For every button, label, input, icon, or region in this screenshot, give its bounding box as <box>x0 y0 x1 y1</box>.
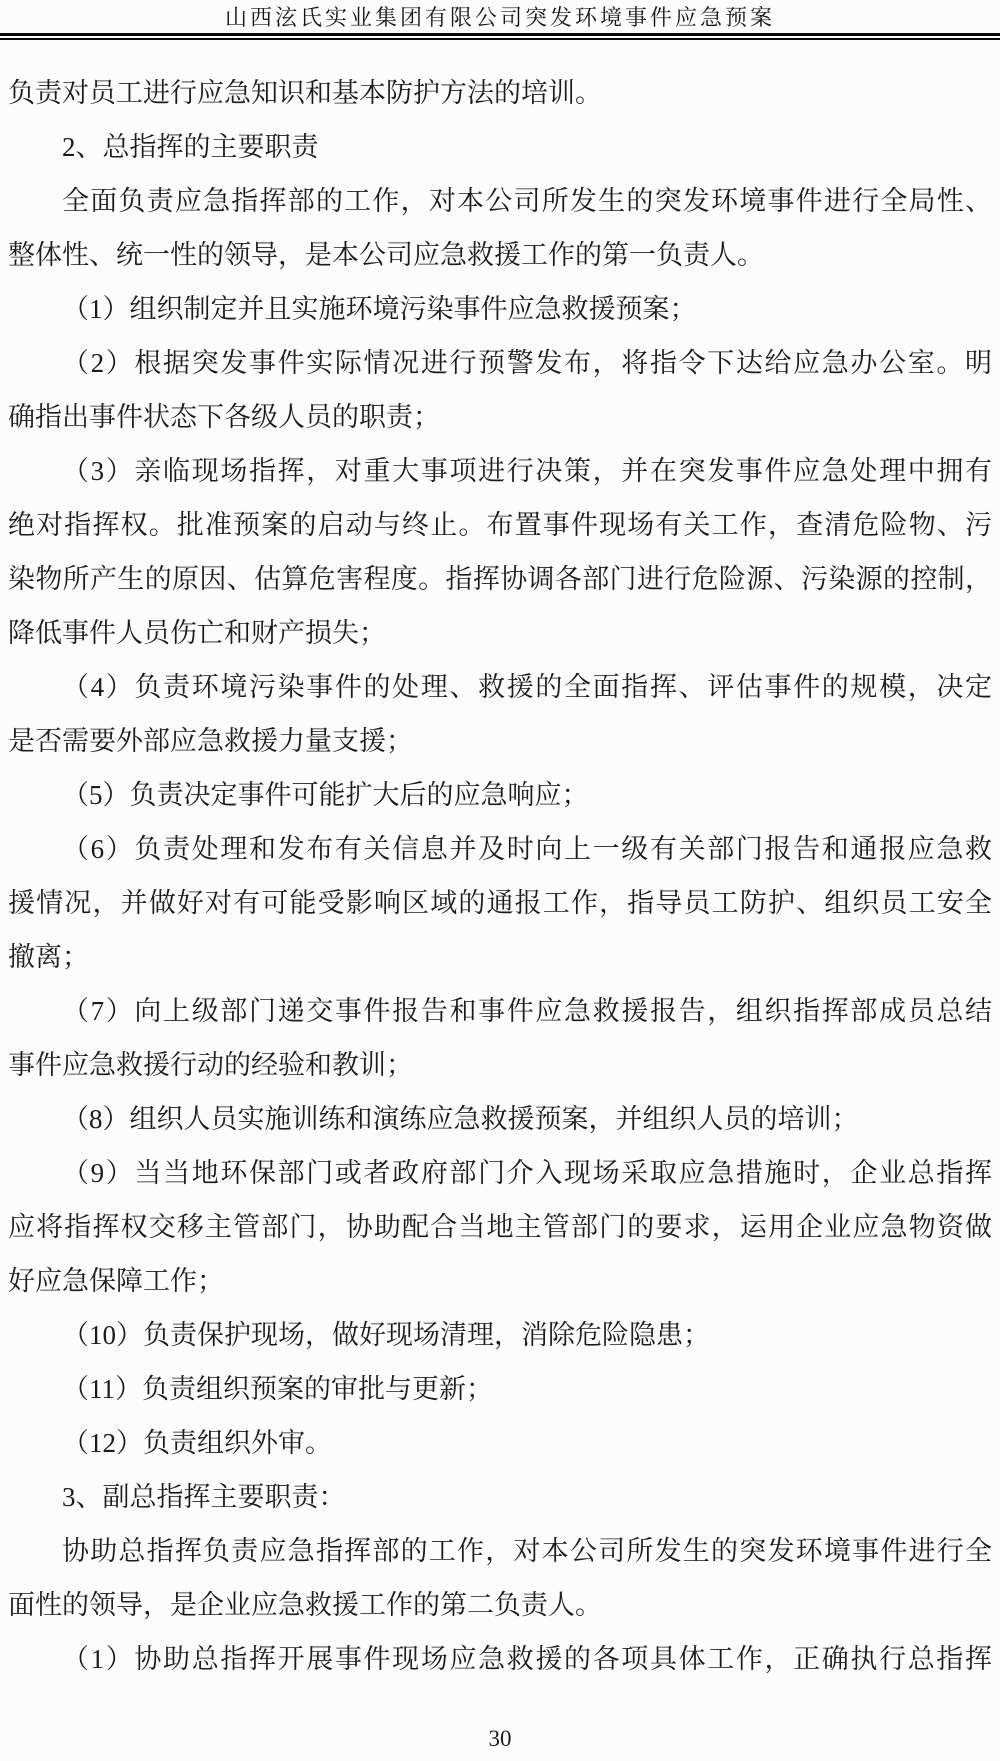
paragraph-line: （5）负责决定事件可能扩大后的应急响应； <box>62 780 589 810</box>
paragraph-line: 撤离； <box>8 942 89 972</box>
paragraph-line: （11）负责组织预案的审批与更新； <box>62 1374 493 1404</box>
paragraph-line: 整体性、统一性的领导，是本公司应急救援工作的第一负责人。 <box>8 240 764 270</box>
header-title: 山西泫氏实业集团有限公司突发环境事件应急预案 <box>224 5 775 30</box>
paragraph-line: （1）协助总指挥开展事件现场应急救援的各项具体工作，正确执行总指挥 <box>62 1644 992 1674</box>
paragraph-line: （2）根据突发事件实际情况进行预警发布，将指令下达给应急办公室。明 <box>62 348 992 378</box>
page-number: 30 <box>488 1726 512 1751</box>
paragraph-line: （10）负责保护现场，做好现场清理，消除危险隐患； <box>62 1320 710 1350</box>
paragraph-line: 协助总指挥负责应急指挥部的工作，对本公司所发生的突发环境事件进行全 <box>62 1536 992 1566</box>
paragraph-line: （4）负责环境污染事件的处理、救援的全面指挥、评估事件的规模，决定 <box>62 672 992 702</box>
paragraph-line: 负责对员工进行应急知识和基本防护方法的培训。 <box>8 78 602 108</box>
page-footer <box>0 1726 1000 1752</box>
page-header <box>0 5 1000 40</box>
paragraph-line: 是否需要外部应急救援力量支援； <box>8 726 413 756</box>
paragraph-line: 事件应急救援行动的经验和教训； <box>8 1050 413 1080</box>
paragraph-line: 好应急保障工作； <box>8 1266 224 1296</box>
paragraph-line: 绝对指挥权。批准预案的启动与终止。布置事件现场有关工作，查清危险物、污 <box>8 510 992 540</box>
document-body <box>8 66 992 1686</box>
paragraph-line: 全面负责应急指挥部的工作，对本公司所发生的突发环境事件进行全局性、 <box>62 186 992 216</box>
paragraph-line: （12）负责组织外审。 <box>62 1428 332 1458</box>
paragraph-line: （1）组织制定并且实施环境污染事件应急救援预案； <box>62 294 697 324</box>
paragraph-line: 染物所产生的原因、估算危害程度。指挥协调各部门进行危险源、污染源的控制， <box>8 564 992 594</box>
paragraph-line: （9）当当地环保部门或者政府部门介入现场采取应急措施时，企业总指挥 <box>62 1158 992 1188</box>
paragraph-line: 确指出事件状态下各级人员的职责； <box>8 402 440 432</box>
paragraph-line: 援情况，并做好对有可能受影响区域的通报工作，指导员工防护、组织员工安全 <box>8 888 992 918</box>
paragraph-line: （8）组织人员实施训练和演练应急救援预案，并组织人员的培训； <box>62 1104 859 1134</box>
paragraph-line: （7）向上级部门递交事件报告和事件应急救援报告，组织指挥部成员总结 <box>62 996 992 1026</box>
paragraph-line: 2、总指挥的主要职责 <box>62 132 319 162</box>
paragraph-line: 应将指挥权交移主管部门，协助配合当地主管部门的要求，运用企业应急物资做 <box>8 1212 992 1242</box>
header-rule <box>0 33 1000 40</box>
paragraph-line: 面性的领导，是企业应急救援工作的第二负责人。 <box>8 1590 602 1620</box>
paragraph-line: 降低事件人员伤亡和财产损失； <box>8 618 386 648</box>
paragraph-line: （6）负责处理和发布有关信息并及时向上一级有关部门报告和通报应急救 <box>62 834 992 864</box>
paragraph-line: 3、副总指挥主要职责： <box>62 1482 346 1512</box>
paragraph-line: （3）亲临现场指挥，对重大事项进行决策，并在突发事件应急处理中拥有 <box>62 456 992 486</box>
